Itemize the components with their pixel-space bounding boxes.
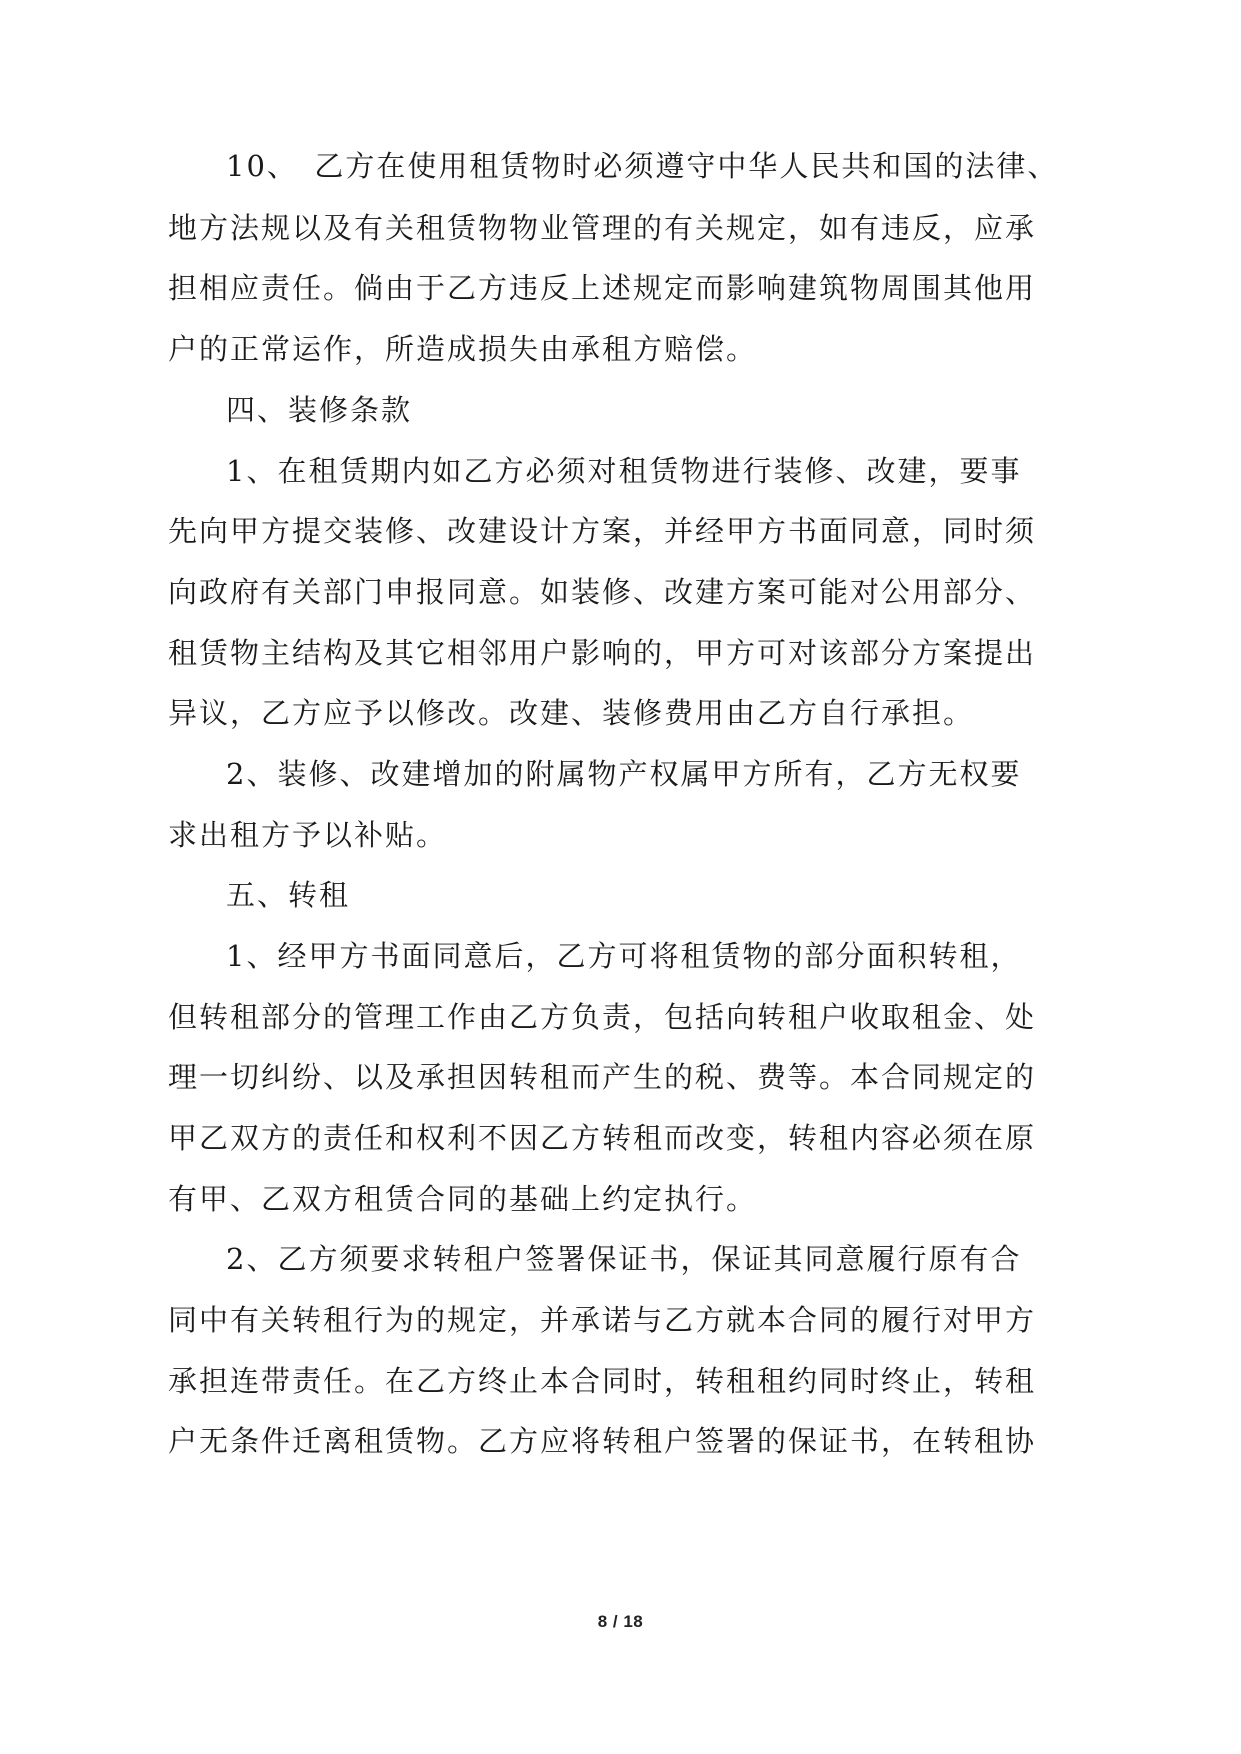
text-line: 但转租部分的管理工作由乙方负责，包括向转租户收取租金、处 [168, 1000, 1037, 1034]
text-line: 10、 乙方在使用租赁物时必须遵守中华人民共和国的法律、 [226, 149, 1059, 183]
text-line: 2、乙方须要求转租户签署保证书，保证其同意履行原有合 [226, 1242, 1022, 1276]
text-line: 求出租方予以补贴。 [168, 818, 448, 852]
text-line: 担相应责任。倘由于乙方违反上述规定而影响建筑物周围其他用 [168, 271, 1037, 305]
text-line: 户无条件迁离租赁物。乙方应将转租户签署的保证书，在转租协 [168, 1424, 1037, 1458]
text-line: 同中有关转租行为的规定，并承诺与乙方就本合同的履行对甲方 [168, 1303, 1037, 1337]
text-line: 租赁物主结构及其它相邻用户影响的，甲方可对该部分方案提出 [168, 636, 1037, 670]
section-heading: 四、装修条款 [226, 393, 413, 427]
text-line: 有甲、乙双方租赁合同的基础上约定执行。 [168, 1182, 758, 1216]
text-line: 承担连带责任。在乙方终止本合同时，转租租约同时终止，转租 [168, 1364, 1037, 1398]
text-line: 1、在租赁期内如乙方必须对租赁物进行装修、改建，要事 [226, 454, 1022, 488]
text-line: 向政府有关部门申报同意。如装修、改建方案可能对公用部分、 [168, 575, 1037, 609]
text-line: 地方法规以及有关租赁物物业管理的有关规定，如有违反，应承 [168, 211, 1037, 245]
text-line: 异议，乙方应予以修改。改建、装修费用由乙方自行承担。 [168, 696, 975, 730]
section-heading: 五、转租 [226, 878, 351, 912]
text-line: 甲乙双方的责任和权利不因乙方转租而改变，转租内容必须在原 [168, 1121, 1037, 1155]
text-line: 2、装修、改建增加的附属物产权属甲方所有，乙方无权要 [226, 757, 1022, 791]
page-number: 8 / 18 [597, 1612, 644, 1631]
text-line: 理一切纠纷、以及承担因转租而产生的税、费等。本合同规定的 [168, 1060, 1037, 1094]
text-line: 先向甲方提交装修、改建设计方案，并经甲方书面同意，同时须 [168, 514, 1037, 548]
text-line: 户的正常运作，所造成损失由承租方赔偿。 [168, 332, 758, 366]
text-line: 1、经甲方书面同意后，乙方可将租赁物的部分面积转租， [226, 939, 1022, 973]
